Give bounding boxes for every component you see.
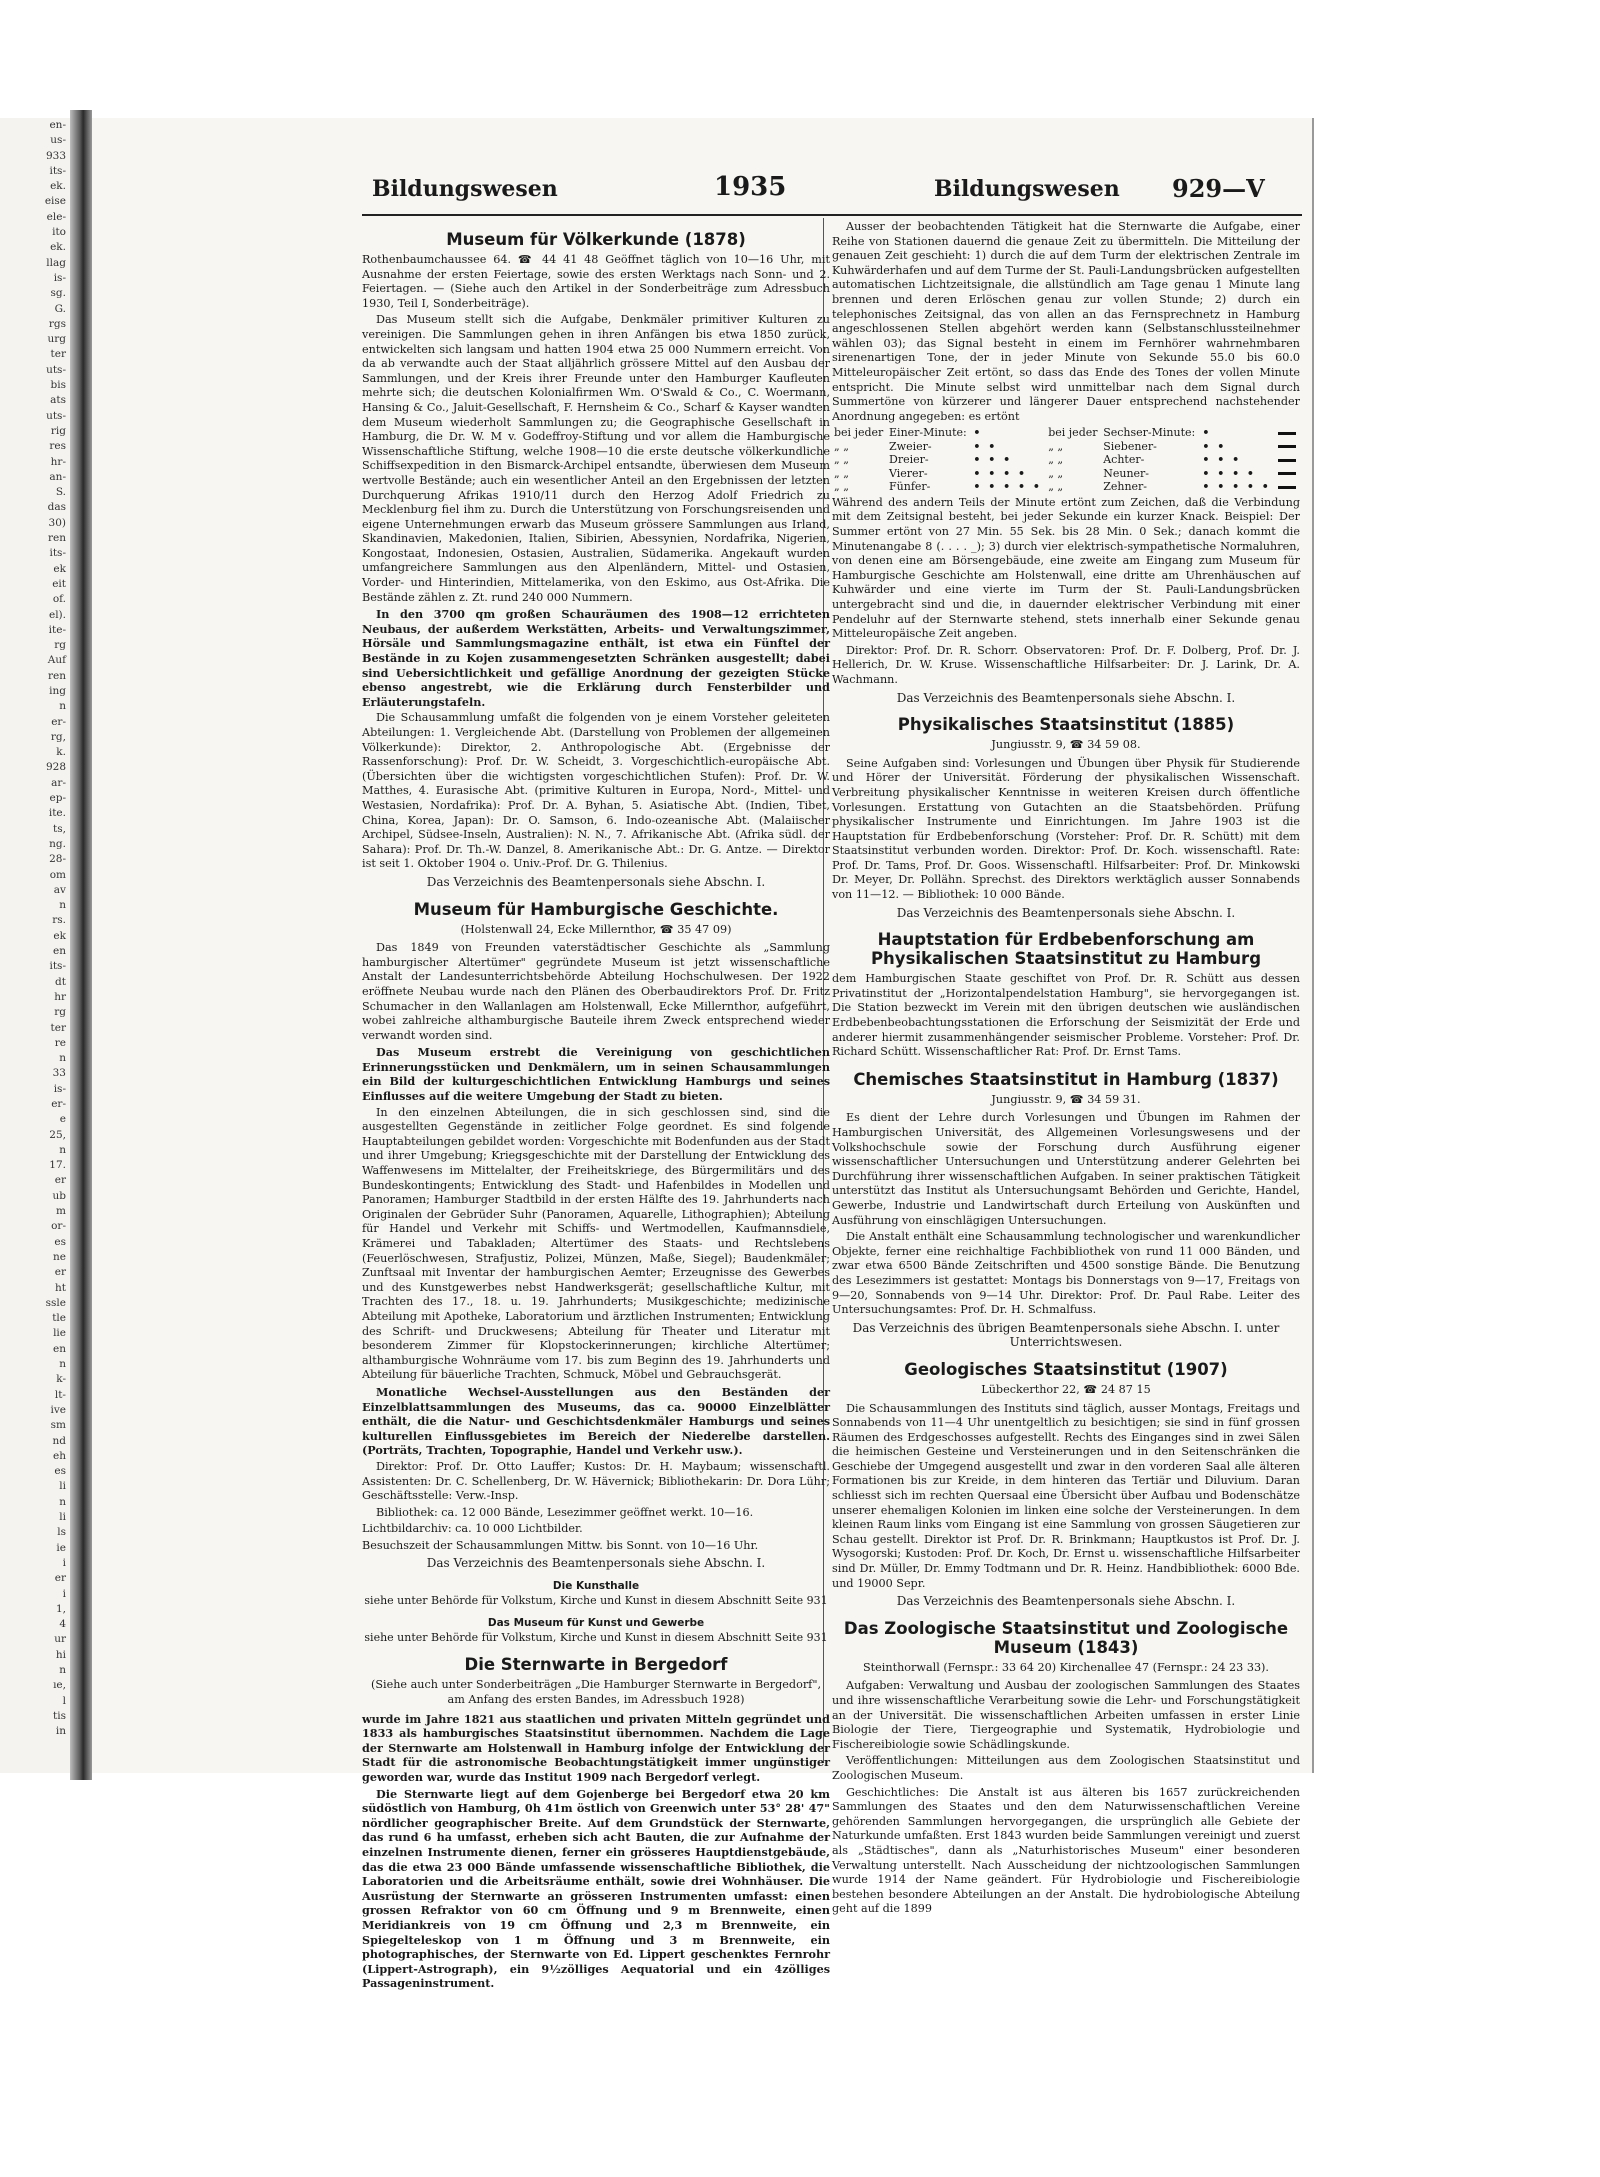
signal-row	[832, 440, 1300, 454]
section-title-physikalisches: Physikalisches Staatsinstitut (1885)	[897, 715, 1235, 735]
paragraph: Die Schausammlung umfaßt die folgenden von je einem Vorsteher geleiteten Abteilungen: 1. Vergleichende Abt. (Darstellung von Problemen der allgemeinen Völkerkunde): Direktor, 2. Anthropologische Abt. (Ergebnisse der Rassenforschung): Prof. Dr. W. Scheidt, 3. Vorgeschichtlich-europäische Abt. (Übersichten über die wichtigsten vorgeschichtlichen Stufen): Prof. Dr. W. Matthes, 4. Eurasische Abt. (primitive Kulturen in Europa, Nord-, Mittel- und Westasien, Nordafrika): Prof. Dr. A. Byhan, 5. Asiatische Abt. (Indien, Tibet, China, Korea, Japan): Dr. O. Samson, 6. Indo-ozeanische Abt. (Malaiischer Archipel, Südsee-Inseln, Australien): N. N., 7. Afrikanische Abt. (Afrika südl. der Sahara): Prof. Dr. Th.-W. Danzel, 8. Amerikanische Abt.: Dr. G. Antze. — Direktor ist seit 1. Oktober 1904 o. Univ.-Prof. Dr. G. Thilenius.	[362, 711, 830, 871]
signal-label: Zehner-	[1103, 480, 1148, 494]
signal-label: Achter-	[1103, 453, 1145, 467]
signal-dots: •	[973, 426, 983, 440]
cross-reference: Das Verzeichnis des Beamtenpersonals siehe Abschn. I.	[426, 874, 766, 889]
signal-dash	[1275, 440, 1300, 454]
paragraph: Das Museum erstrebt die Vereinigung von geschichtlichen Erinnerungsstücken und Denkmälern, um in seinen Schausammlungen ein Bild der kulturgeschichtlichen Entwicklung Hamburgs und seines Einflusses auf die weitere Umgebung der Stadt zu bieten.	[362, 1045, 830, 1104]
signal-dots: • • • •	[1202, 466, 1256, 480]
signal-dash	[1275, 426, 1300, 440]
header-left-title: Bildungswesen	[372, 176, 558, 202]
paragraph: Rothenbaumchaussee 64. ☎ 44 41 48 Geöffnet täglich von 10—16 Uhr, mit Ausnahme der ersten Feiertage, sowie des ersten Werktags nach Sonn- und 2. Feiertagen. — (Siehe auch den Artikel in der Sonderbeiträge zum Adressbuch 1930, Teil I, Sonderbeiträge).	[362, 253, 830, 310]
paragraph: Die Anstalt enthält eine Schausammlung technologischer und warenkundlicher Objekte, ferner eine reichhaltige Fachbibliothek von rund 11 000 Bänden, und zwar etwa 6500 Bände Zeitschriften und 4500 sonstige Bände. Die Benutzung des Lesezimmers ist gestattet: Montags bis Donnerstags von 9—17, Freitags von 9—20, Sonnabends von 9—14 Uhr. Direktor: Prof. Dr. Paul Rabe. Leiter des Untersuchungsamtes: Prof. Dr. H. Schmalfuss.	[832, 1230, 1300, 1317]
signal-row	[832, 453, 1300, 467]
signal-label: Zweier-	[889, 439, 932, 453]
signal-dash	[1275, 453, 1300, 467]
signal-prefix: „ „	[1048, 480, 1064, 494]
paragraph: Während des andern Teils der Minute ertönt zum Zeichen, daß die Verbindung mit dem Zeitsignal besteht, bei jeder Sekunde ein kurzer Knack. Beispiel: Der Summer ertönt von 27 Min. 55 Sek. bis 28 Min. 0 Sek.; danach kommt die Minutenangabe 8 (. . . . _); 3) durch vier elektrisch-sympathetische Normaluhren, von denen eine am Börsengebäude, eine zweite am Eingang zum Museum für Hamburgische Geschichte am Holstenwall, eine dritte am Uhrenhäuschen auf Kuhwärder und eine vierte im Turm der St. Pauli-Landungsbrücken untergebracht sind und die, in dauernder elektrischer Verbindung mit einer Pendeluhr auf der Sternwarte stehend, stets innerhalb einer Sekunde genau Mitteleuropäische Zeit angeben.	[832, 495, 1300, 641]
cross-reference: Das Verzeichnis des Beamtenpersonals siehe Abschn. I.	[896, 690, 1236, 705]
paragraph: Direktor: Prof. Dr. Otto Lauffer; Kustos: Dr. H. Maybaum; wissenschaftl. Assistenten: Dr. C. Schellenberg, Dr. W. Hävernick; Bibliothekarin: Dr. Dora Lühr; Geschäftsstelle: Verw.-Insp.	[362, 1459, 830, 1503]
signal-dots: •	[1202, 426, 1212, 440]
signal-label: Fünfer-	[889, 480, 931, 494]
left-column	[362, 220, 830, 1993]
signal-dash	[1275, 480, 1300, 494]
signal-dots: • •	[1202, 439, 1227, 453]
signal-dots: • •	[973, 439, 998, 453]
signal-dots: • • • •	[973, 466, 1027, 480]
signal-prefix: bei jeder	[1048, 426, 1098, 440]
signal-label: Neuner-	[1103, 466, 1150, 480]
signal-prefix: bei jeder	[834, 426, 884, 440]
document-page	[92, 118, 1314, 1991]
signal-row	[832, 426, 1300, 440]
paragraph: Ausser der beobachtenden Tätigkeit hat die Sternwarte die Aufgabe, einer Reihe von Stationen dauernd die genaue Zeit zu übermitteln. Die Mitteilung der genauen Zeit geschieht: 1) durch die auf dem Turm der elektrischen Zentrale im Kuhwärderhafen und auf dem Turme der St. Pauli-Landungsbrücken aufgestellten automatischen Lichtzeitsignale, die allstündlich am Tage genau 1 Minute lang brennen und deren Erlöschen genau zur vollen Stunde; 2) durch ein telephonisches Zeitsignal, das von allen an das Fernsprechnetz in Hamburg angeschlossenen Stellen abgehört werden kann (Selbstanschlussteilnehmer wählen 03); das Signal besteht in einem im Fernhörer wahrnehmbaren sirenenartigen Tone, der in jeder Minute von Sekunde 55.0 bis 60.0 Mitteleuropäischer Zeit ertönt, so dass das Ende des Tones der vollen Minute entspricht. Die Minute selbst wird unmittelbar nach dem Signal durch Summertöne von kürzerer und längerer Dauer entsprechend nachstehender Anordnung angegeben: es ertönt	[832, 220, 1300, 423]
paragraph: Bibliothek: ca. 12 000 Bände, Lesezimmer geöffnet werkt. 10—16.	[376, 1505, 754, 1519]
signal-label: Sechser-Minute:	[1103, 426, 1196, 440]
section-title-sternwarte: Die Sternwarte in Bergedorf	[464, 1655, 728, 1675]
signal-dots: • • •	[973, 453, 1013, 467]
long-tone-bar	[1278, 459, 1296, 462]
paragraph: In den 3700 qm großen Schauräumen des 1908—12 errichteten Neubaus, der außerdem Werkstätten, Arbeits- und Verwaltungszimmer, Hörsäle und Sammlungsmagazine enthält, ist etwa ein Fünftel der Bestände in zu Kojen zusammengesetzten Schränken ausgestellt; dabei sind Uebersichtlichkeit und gefällige Anordnung der gezeigten Stücke ebenso angestrebt, wie die Erklärung durch Fensterbilder und Erläuterungstafeln.	[362, 607, 830, 709]
paragraph: Monatliche Wechsel-Ausstellungen aus den Beständen der Einzelblattsammlungen des Museums, das ca. 90000 Einzelblätter enthält, die die Natur- und Geschichtsdenkmäler Hamburgs und seines kulturellen Einflussgebietes im Bereich der Niederelbe darstellen. (Porträts, Trachten, Topographie, Handel und Verkehr usw.).	[362, 1384, 830, 1458]
header-rule	[362, 214, 1302, 216]
signal-row	[832, 467, 1300, 481]
header-year: 1935	[714, 172, 787, 202]
section-title-kunsthalle: Die Kunsthalle	[552, 1580, 640, 1593]
paragraph: Geschichtliches: Die Anstalt ist aus älteren bis 1657 zurückreichenden Sammlungen des Staates und den dem Naturwissenschaftlichen Vereine gehörenden Sammlungen hervorgegangen, die ursprünglich alle Gebiete der Naturkunde umfaßten. Erst 1843 wurden beide Sammlungen vereinigt und zuerst als „Städtisches", dann als „Naturhistorisches Museum" einer besonderen Verwaltung unterstellt. Nach Ausscheidung der nichtzoologischen Sammlungen wurde 1914 der Name geändert. Für Hydrobiologie und Fischereibiologie bestehen besondere Abteilungen an der Anstalt. Die hydrobiologische Abteilung geht auf die 1899	[832, 1785, 1300, 1916]
header-right-title: Bildungswesen	[934, 176, 1120, 202]
long-tone-bar	[1278, 486, 1296, 489]
long-tone-bar	[1278, 445, 1296, 448]
signal-dots: • • • • •	[1202, 480, 1271, 494]
cross-reference: Das Verzeichnis des Beamtenpersonals siehe Abschn. I.	[426, 1556, 766, 1571]
paragraph: Das 1849 von Freunden vaterstädtischer Geschichte als „Sammlung hamburgischer Altertümer" gegründete Museum ist jetzt wissenschaftliche Anstalt der Landesunterrichtsbehörde Abteilung Hochschulwesen. Der 1922 eröffnete Neubau wurde nach den Plänen des Oberbaudirektors Prof. Dr. Fritz Schumacher in den Wallanlagen am Holstenwall, Ecke Millernthor, aufgeführt, wobei zahlreiche althamburgische Bauteile ihrem Zweck entsprechend wieder verwandt worden sind.	[362, 941, 830, 1042]
signal-row	[832, 480, 1300, 494]
paragraph: Das Museum stellt sich die Aufgabe, Denkmäler primitiver Kulturen zu vereinigen. Die Sammlungen gehen in ihren Anfängen bis etwa 1850 zurück, entwickelten sich langsam und hatten 1904 etwa 25 000 Nummern erreicht. Von da ab verwandte auch der Staat alljährlich grössere Mittel auf den Ausbau der Sammlungen, und der Kreis ihrer Freunde unter den Hamburger Kaufleuten mehrte sich; die deutschen Kolonialfirmen Wm. O'Swald & Co., C. Woermann, Hansing & Co., Jaluit-Gesellschaft, F. Hernsheim & Co., Scharf & Kayser wandten dem Museum wiederholt Sammlungen zu; die Geographische Gesellschaft in Hamburg, die Dr. W. M v. Godeffroy-Stiftung und vor allem die Hamburgische Wissenschaftliche Stiftung, welche 1908—10 die erste deutsche völkerkundliche Schiffsexpedition in den Bismarck-Archipel entsandte, überwiesen dem Museum wertvolle Bestände; auch ein wesentlicher Anteil an den Ergebnissen der letzten Durchquerung Afrikas 1910/11 durch den Herzog Adolf Friedrich zu Mecklenburg fiel ihm zu. Durch die Unterstützung von Forschungsreisenden und eigene Unternehmungen erwarb das Museum grössere Sammlungen aus Irland, Skandinavien, Makedonien, Italien, Sibirien, Abessynien, Nordafrika, Nigerien, Kongostaat, Indonesien, Ostasien, Australien, Südamerika. Angekauft wurden umfangreichere Sammlungen aus den Alpenländern, Mittel- und Ostasien, Vorder- und Hinterindien, Mittelamerika, von den Eskimo, aus Ost-Afrika. Die Bestände zählen z. Zt. rund 240 000 Nummern.	[362, 313, 830, 604]
right-column	[832, 220, 1300, 1919]
paragraph: In den einzelnen Abteilungen, die in sich geschlossen sind, sind die ausgestellten Gegenstände in zeitlicher Folge geordnet. Es sind folgende Hauptabteilungen gebildet worden: Vorgeschichte mit Bodenfunden aus der Stadt und ihrer Umgebung; Kriegsgeschichte mit der Darstellung der Entwicklung des Waffenwesens im Mittelalter, der Freiheitskriege, des Bürgermilitärs und des Bundeskontingents; Entwicklung des Stadt- und Hafenbildes in Modellen und Panoramen; Hamburger Stadtbild in der ersten Hälfte des 19. Jahrhunderts nach Originalen der Gebrüder Suhr (Panoramen, Aquarelle, Lithographien); Abteilung für Handel und Verkehr mit Schiffs- und Wertmodellen, Kaufmannsdiele, Krämerei und Tabakladen; Altertümer des Staats- und Rechtslebens (Feuerlöschwesen, Strafjustiz, Polizei, Münzen, Maße, Siegel); Baudenkmäler; Zunftsaal mit Inventar der hamburgischen Aemter; Erzeugnisse des Gewerbes und des Kunstgewerbes nebst Handwerksgerät; gesellschaftliche Kultur, mit Trachten des 17., 18. u. 19. Jahrhunderts; Musikgeschichte; medizinische Abteilung mit Apotheke, Laboratorium und ärztlichen Instrumenten; Entwicklung des Schrift- und Druckwesens; Abteilung für Theater und Literatur mit besonderem Zimmer für Klopstockerinnerungen; kirchliche Altertümer; althamburgische Wohnräume vom 17. bis zum Beginn des 19. Jahrhunderts und Abteilung für bäuerliche Trachten, Schmuck, Möbel und Gebrauchsgerät.	[362, 1105, 830, 1382]
cross-reference: siehe unter Behörde für Volkstum, Kirche und Kunst in diesem Abschnitt Seite 931	[364, 1593, 828, 1607]
cross-reference: Das Verzeichnis des übrigen Beamtenpersonals siehe Abschn. I. unter Unterrichtswesen.	[852, 1320, 1280, 1350]
previous-page-text: en- us- 933 its- ek. eise ele- ito ek. llag is- sg. G. rgs urg ter uts- bis ats uts- rig res hr- an- S. das 30) ren its- ek eit of. el). ite- rg Auf ren ing n er- rg, k. 928 ar- ep- ite. ts, ng. 28- om av n rs. ek en its- dt hr rg ter re n 33 is- er- e 25, n 17. er ub m or- es ne er ht ssle tle lie en n k- lt- ive sm nd eh es li n li ls ie i er i 1, 4 ur hi n ıe, l tis in	[44, 119, 66, 1738]
signal-prefix: „ „	[834, 439, 849, 453]
section-title-zoologisches: Das Zoologische Staatsinstitut und Zoologische Museum (1843)	[843, 1618, 1289, 1657]
cross-reference: siehe unter Behörde für Volkstum, Kirche und Kunst in diesem Abschnitt Seite 931	[364, 1630, 828, 1644]
section-address: Lübeckerthor 22, ☎ 24 87 15	[981, 1382, 1151, 1396]
section-address: Jungiusstr. 9, ☎ 34 59 31.	[991, 1092, 1141, 1106]
signal-label: Dreier-	[889, 453, 929, 467]
section-title-kunst-gewerbe: Das Museum für Kunst und Gewerbe	[487, 1617, 705, 1630]
signal-label: Siebener-	[1103, 439, 1157, 453]
signal-label: Einer-Minute:	[889, 426, 967, 440]
section-address: Steinthorwall (Fernspr.: 33 64 20) Kirchenallee 47 (Fernspr.: 24 23 33).	[863, 1660, 1269, 1674]
signal-prefix: „ „	[1048, 439, 1064, 453]
paragraph: Besuchszeit der Schausammlungen Mittw. bis Sonnt. von 10—16 Uhr.	[362, 1538, 759, 1552]
long-tone-bar	[1278, 432, 1296, 435]
paragraph: Direktor: Prof. Dr. R. Schorr. Observatoren: Prof. Dr. F. Dolberg, Prof. Dr. J. Hellerich, Dr. W. Kruse. Wissenschaftliche Hilfsarbeiter: Dr. J. Larink, Dr. A. Wachmann.	[832, 643, 1300, 686]
paragraph: Die Schausammlungen des Instituts sind täglich, ausser Montags, Freitags und Sonnabends von 11—4 Uhr unentgeltlich zu besichtigen; sie sind in fünf grossen Räumen des Erdgeschosses aufgestellt. Rechts des Einganges sind in zwei Sälen die heimischen Gesteine und Versteinerungen und in den Seitenschränken die Geschiebe der Umgegend ausgestellt und zwar in den vorderen Saal alle älteren Formationen bis zur Kreide, in dem hinteren das Tertiär und Diluvium. Daran schliesst sich im rechten Quersaal eine Übersicht über Aufbau und Bodenschätze unserer ehemaligen Kolonien im linken eine solche der Versteinerungen. In dem kleinen Raum links vom Eingang ist eine Sammlung von grossen Säugetieren zur Schau gestellt. Direktor ist Prof. Dr. R. Brinkmann; Hauptkustos ist Prof. Dr. J. Wysogorski; Kustoden: Prof. Dr. Koch, Dr. Ernst u. wissenschaftliche Hilfsarbeiter sind Dr. Müller, Dr. Emmy Todtmann und Dr. R. Heinz. Handbibliothek: 6000 Bde. und 19000 Sepr.	[832, 1401, 1300, 1590]
signal-prefix: „ „	[834, 453, 849, 467]
paragraph: Seine Aufgaben sind: Vorlesungen und Übungen über Physik für Studierende und Hörer der Universität. Förderung der physikalischen Wissenschaft. Verbreitung physikalischer Kenntnisse in weiteren Kreisen durch öffentliche Vorlesungen. Erstattung von Gutachten an die Staatsbehörden. Prüfung physikalischer Instrumente und Einrichtungen. Im Jahre 1903 ist die Hauptstation für Erdbebenforschung (Vorsteher: Prof. Dr. R. Schütt) mit dem Staatsinstitut verbunden worden. Direktor: Prof. Dr. Koch. wissenschaftl. Rate: Prof. Dr. Tams, Prof. Dr. Goos. Wissenschaftl. Hilfsarbeiter: Prof. Dr. Minkowski Dr. Meyer, Dr. Pollähn. Sprechst. des Direktors werktäglich ausser Sonnabends von 11—12. — Bibliothek: 10 000 Bände.	[832, 756, 1300, 902]
paragraph: Veröffentlichungen: Mitteilungen aus dem Zoologischen Staatsinstitut und Zoologischen Museum.	[832, 1754, 1300, 1782]
cross-reference: Das Verzeichnis des Beamtenpersonals siehe Abschn. I.	[896, 905, 1236, 920]
section-title-geologisches: Geologisches Staatsinstitut (1907)	[904, 1359, 1228, 1379]
running-header	[92, 170, 1312, 210]
signal-dots: • • •	[1202, 453, 1242, 467]
section-title-erdbeben: Hauptstation für Erdbebenforschung am Physikalischen Staatsinstitut zu Hamburg	[870, 930, 1262, 969]
signal-dash	[1275, 467, 1300, 481]
signal-prefix: „ „	[834, 466, 849, 480]
section-note: (Siehe auch unter Sonderbeiträgen „Die Hamburger Sternwarte in Bergedorf", am Anfang des ersten Bandes, im Adressbuch 1928)	[370, 1678, 822, 1707]
paragraph: dem Hamburgischen Staate geschiftet von Prof. Dr. R. Schütt aus dessen Privatinstitut der „Horizontalpendelstation Hamburg", sie hervorgegangen ist. Die Station bezweckt im Verein mit den übrigen deutschen wie ausländischen Erdbebenbeobachtungsstationen die Erforschung der Seismizität der Erde und anderer hiermit zusammenhängender seismischer Probleme. Vorsteher: Prof. Dr. Richard Schütt. Wissenschaftlicher Rat: Prof. Dr. Ernst Tams.	[832, 972, 1300, 1059]
page-number: 929—V	[1172, 174, 1265, 203]
book-gutter	[70, 110, 92, 1780]
previous-page-fragment	[0, 118, 70, 1773]
paragraph: Lichtbildarchiv: ca. 10 000 Lichtbilder.	[362, 1522, 583, 1536]
signal-label: Vierer-	[889, 466, 928, 480]
signal-dots: • • • • •	[973, 480, 1042, 494]
paragraph: Es dient der Lehre durch Vorlesungen und Übungen im Rahmen der Hamburgischen Universität, des Allgemeinen Vorlesungswesens und der Volkshochschule sowie der Forschung durch Ausführung eigener wissenschaftlicher Untersuchungen und Unterstützung anderer Gelehrten bei Durchführung ihrer wissenschaftlichen Aufgaben. In seiner praktischen Tätigkeit unterstützt das Institut als Untersuchungsamt Behörden und Gerichte, Handel, Gewerbe, Industrie und Landwirtschaft durch Erteilung von Auskünften und Ausführung von einschlägigen Untersuchungen.	[832, 1111, 1300, 1227]
paragraph: Aufgaben: Verwaltung und Ausbau der zoologischen Sammlungen des Staates und ihre wissenschaftliche Verarbeitung sowie die Lehr- und Forschungstätigkeit an der Universität. Die wissenschaftlichen Arbeiten umfassen in erster Linie Biologie der Tiere, Tiergeographie und Systematik, Hydrobiologie und Fischereibiologie sowie Schädlingskunde.	[832, 1679, 1300, 1751]
section-title-chemisches: Chemisches Staatsinstitut in Hamburg (1837)	[853, 1069, 1279, 1089]
paragraph: Die Sternwarte liegt auf dem Gojenberge bei Bergedorf etwa 20 km südöstlich von Hamburg, 0h 41m östlich von Greenwich unter 53° 28' 47" nördlicher geographischer Breite. Auf dem Grundstück der Sternwarte, das rund 6 ha umfasst, erheben sich acht Bauten, die zur Aufnahme der einzelnen Instrumente dienen, ferner ein grösseres Hauptdienstgebäude, das die etwa 23 000 Bände umfassende wissenschaftliche Bibliothek, die Laboratorien und die Arbeitsräume enthält, sowie drei Wohnhäuser. Die Ausrüstung der Sternwarte an grösseren Instrumenten umfasst: einen grossen Refraktor von 60 cm Öffnung und 9 m Brennweite, einen Meridiankreis von 19 cm Öffnung und 2,3 m Brennweite, ein Spiegelteleskop von 1 m Öffnung und 3 m Brennweite, ein photographisches, der Sternwarte von Ed. Lippert geschenktes Fernrohr (Lippert-Astrograph), ein 9½zölliges Aequatorial und ein 4zölliges Passageninstrument.	[362, 1786, 830, 1991]
section-address: Jungiusstr. 9, ☎ 34 59 08.	[991, 738, 1141, 752]
long-tone-bar	[1278, 472, 1296, 475]
cross-reference: Das Verzeichnis des Beamtenpersonals siehe Abschn. I.	[896, 1594, 1236, 1609]
signal-prefix: „ „	[834, 480, 849, 494]
signal-prefix: „ „	[1048, 466, 1064, 480]
section-title-voelkerkunde: Museum für Völkerkunde (1878)	[446, 230, 746, 249]
time-signal-table	[832, 426, 1300, 494]
signal-prefix: „ „	[1048, 453, 1064, 467]
section-address: (Holstenwall 24, Ecke Millernthor, ☎ 35 47 09)	[460, 922, 732, 936]
paragraph: wurde im Jahre 1821 aus staatlichen und privaten Mitteln gegründet und 1833 als hamburgisches Staatsinstitut übernommen. Nachdem die Lage der Sternwarte am Holstenwall in Hamburg infolge der Entwicklung der Stadt für die astronomische Beobachtungstätigkeit immer ungünstiger geworden war, wurde das Institut 1909 nach Bergedorf verlegt.	[362, 1711, 830, 1784]
section-title-hamburg-geschichte: Museum für Hamburgische Geschichte.	[413, 899, 779, 919]
